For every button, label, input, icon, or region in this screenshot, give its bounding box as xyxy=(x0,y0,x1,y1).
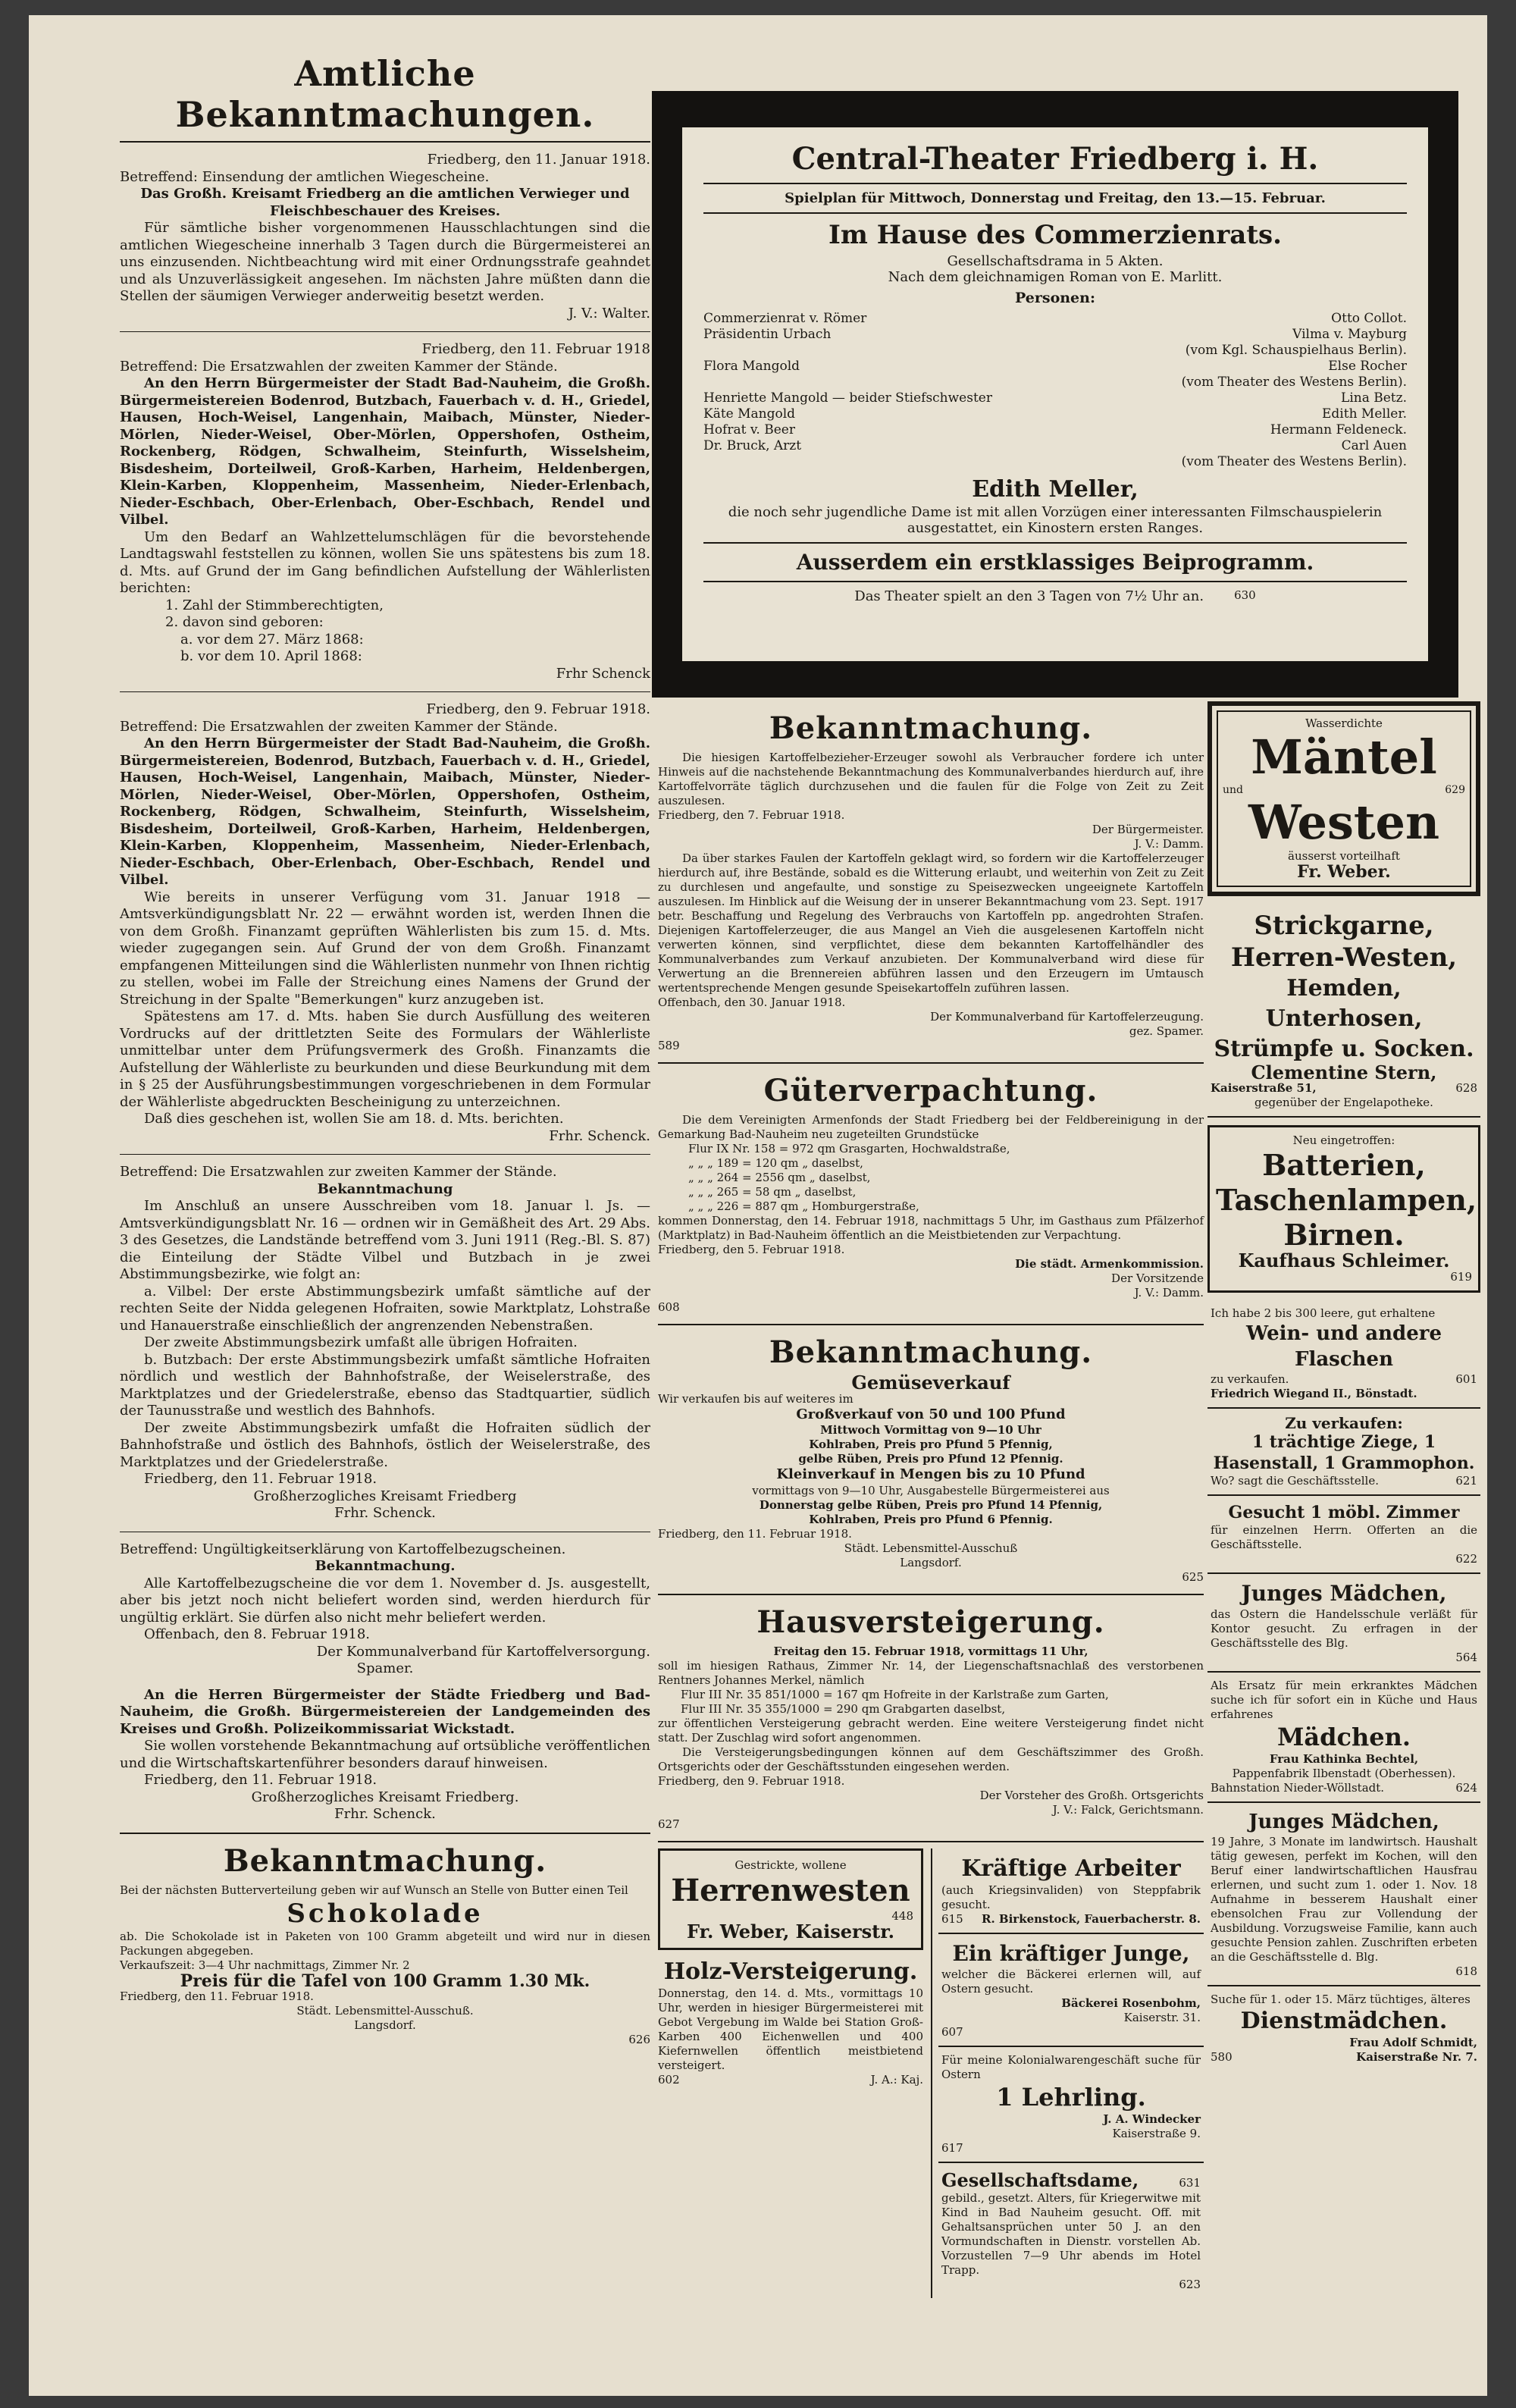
ad-holzversteigerung xyxy=(658,1958,923,2087)
ad-number: 607 xyxy=(941,2024,963,2039)
notice-subject: Betreffend: Die Ersatzwahlen zur zweiten Kammer der Stände. xyxy=(120,1164,557,1180)
column-official-notices xyxy=(120,53,650,2056)
notice-body: Bei der nächsten Butterverteilung geben wir auf Wunsch an Stelle von Butter einen Teil xyxy=(120,1883,628,1897)
cast-row xyxy=(703,454,1407,470)
theater-title: Central-Theater Friedberg i. H. xyxy=(791,141,1319,177)
theater-play-title: Im Hause des Commerzienrats. xyxy=(828,220,1283,250)
ad-body: Für meine Kolonialwarengeschäft suche für Ostern xyxy=(941,2052,1201,2081)
notice-signature: Frhr Schenck xyxy=(556,665,650,682)
middle-bottom-ads xyxy=(658,1848,1204,2298)
notice-body: Der zweite Abstimmungsbezirk umfaßt die Hofraiten südlich der Bahnhofstraße und östlich des Bahnhofs, östlich der Weiselerstraße, des Marktplatzes und der Griedelerstraße. xyxy=(120,1419,650,1470)
ad-headline: Junges Mädchen, xyxy=(1241,1581,1447,1606)
cast-actor: (vom Theater des Westens Berlin). xyxy=(1181,375,1407,390)
notice-abstimmungsbezirke xyxy=(120,1164,650,1522)
ad-row xyxy=(1211,1781,1477,1795)
ad-row xyxy=(1211,1474,1477,1488)
theater-times: Das Theater spielt an den 3 Tagen von 7½ Uhr an. xyxy=(854,588,1204,604)
ad-footer xyxy=(941,1912,1201,1927)
notice-title: Bekanntmachung. xyxy=(223,1842,547,1879)
ad-dienstmaedchen xyxy=(1207,1986,1480,2071)
notice-title: Güterverpachtung. xyxy=(763,1073,1098,1108)
notice-heading: Bekanntmachung xyxy=(317,1180,453,1197)
theater-star: Edith Meller, xyxy=(972,476,1139,503)
notice-body: zur öffentlichen Versteigerung gebracht werden. Eine weitere Versteigerung findet nicht statt. Der Zuschlag wird sofort angenommen. xyxy=(658,1716,1204,1745)
cast-role: Commerzienrat v. Römer xyxy=(703,311,867,326)
notice-issuer: Städt. Lebensmittel-Ausschuß xyxy=(844,1541,1018,1555)
ad-line: äusserst vorteilhaft xyxy=(1288,849,1400,863)
notice-item: 2. davon sind geboren: xyxy=(165,614,324,630)
ad-body: (auch Kriegsinvaliden) von Steppfabrik gesucht. xyxy=(941,1883,1201,1911)
ad-body: Ich habe 2 bis 300 leere, gut erhaltene xyxy=(1211,1306,1436,1320)
ad-headline: Dienstmädchen. xyxy=(1240,2008,1448,2034)
ad-junges-maedchen-1 xyxy=(1207,1574,1480,1673)
notice-line: Kleinverkauf in Mengen bis zu 10 Pfund xyxy=(776,1466,1085,1482)
ad-merchant: R. Birkenstock, Fauerbacherstr. 8. xyxy=(982,1911,1201,1926)
notice-issuer: Städt. Lebensmittel-Ausschuß. xyxy=(296,2004,474,2018)
notice-body: Wie bereits in unserer Verfügung vom 31. Januar 1918 — Amtsverkündigungsblatt Nr. 22 — erwähnt worden ist, werden Ihnen die von dem Großh. Finanzamt geprüften Wählerlisten bis zum 15. d. Mts. wieder zugegangen sein. Auf Grund der von dem Großh. Finanzamt empfangenen Mitteilungen sind die Wählerlisten nunmehr von Ihnen richtig zu stellen, wobei im Falle der Streichung eines Namens der Grund der Streichung in der Spalte "Bemerkungen" kurz anzugeben ist. xyxy=(120,889,650,1008)
ad-gesellschaftsdame xyxy=(938,2163,1204,2298)
theater-schedule: Spielplan für Mittwoch, Donnerstag und Freitag, den 13.—15. Februar. xyxy=(785,190,1326,206)
divider xyxy=(120,1833,650,1834)
notice-signature: J. V.: Walter. xyxy=(568,305,650,321)
notice-body: ab. Die Schokolade ist in Paketen von 100 Gramm abgeteilt und wird nur in diesen Packungen abgegeben. xyxy=(120,1929,650,1958)
cast-role: Flora Mangold xyxy=(703,359,800,374)
ad-herrenwesten xyxy=(658,1848,923,1951)
notice-body: Die Versteigerungsbedingungen können auf dem Geschäftszimmer des Großh. Ortsgerichts oder der Geschäftsstunden eingesehen werden. xyxy=(658,1745,1204,1773)
notice-issuer: Großherzogliches Kreisamt Friedberg xyxy=(253,1488,517,1504)
ad-number: 580 xyxy=(1211,2050,1233,2064)
notice-body: Der zweite Abstimmungsbezirk umfaßt alle übrigen Hofraiten. xyxy=(144,1334,578,1350)
ad-junge xyxy=(938,1934,1204,2047)
notice-body: soll im hiesigen Rathaus, Zimmer Nr. 14, der Liegenschaftsnachlaß des verstorbenen Rentners Johannes Merkel, nämlich xyxy=(658,1658,1204,1687)
cast-row xyxy=(703,327,1407,343)
ad-address: gegenüber der Engelapotheke. xyxy=(1254,1096,1433,1109)
notice-gueterverpachtung xyxy=(658,1073,1204,1315)
column-middle xyxy=(658,701,1204,2298)
ad-number: 623 xyxy=(1179,2277,1201,2291)
notice-issuer: Der Kommunalverband für Kartoffelerzeugung. xyxy=(930,1010,1204,1024)
notice-product: Schokolade xyxy=(287,1898,484,1929)
theater-star-text: die noch sehr jugendliche Dame ist mit allen Vorzügen einer interessanten Filmschauspielerin ausgestattet, ein Kinostern ersten Ranges. xyxy=(728,504,1383,536)
notice-addressee: Das Großh. Kreisamt Friedberg an die amtlichen Verwieger und Fleischbeschauer des Kreises. xyxy=(140,186,630,219)
notice-body: Die hiesigen Kartoffelbezieher-Erzeuger sowohl als Verbraucher fordere ich unter Hinweis auf die nachstehende Bekanntmachung des Kommunalverbandes hierdurch auf, ihre Kartoffelvorräte täglich durchzusehen und die faulen für die Folge von Zeit zu Zeit auszulesen. xyxy=(658,751,1204,807)
parcel-row: Flur IX Nr. 158 = 972 qm Grasgarten, Hochwaldstraße, xyxy=(688,1142,1010,1155)
notice-body: kommen Donnerstag, den 14. Februar 1918, nachmittags 5 Uhr, im Gasthaus zum Pfälzerhof (Marktplatz) in Bad-Nauheim öffentlich an die Meistbietenden zur Verpachtung. xyxy=(658,1214,1204,1242)
cast-row xyxy=(703,390,1407,406)
ad-headline: Hemden, Unterhosen, xyxy=(1265,974,1423,1032)
ad-maentel-inner xyxy=(1217,710,1471,887)
notice-price: Preis für die Tafel von 100 Gramm 1.30 Mk. xyxy=(180,1971,590,1991)
notice-date: Friedberg, den 9. Februar 1918. xyxy=(426,701,650,717)
ad-headline: Strickgarne, xyxy=(1254,910,1434,941)
ad-body: Suche für 1. oder 15. März tüchtiges, älteres xyxy=(1211,1993,1471,2006)
ad-zimmer xyxy=(1207,1496,1480,1574)
notice-date: Friedberg, den 9. Februar 1918. xyxy=(658,1773,845,1788)
ad-headline: Gesucht 1 möbl. Zimmer xyxy=(1228,1503,1460,1522)
cast-row xyxy=(703,406,1407,422)
ad-headline: Batterien, xyxy=(1262,1148,1426,1182)
ad-number: 615 xyxy=(941,1911,963,1926)
ad-junges-maedchen-2 xyxy=(1207,1803,1480,1986)
divider xyxy=(658,1594,1204,1595)
notice-title: Bekanntmachung. xyxy=(769,710,1093,746)
notice-body: Wir verkaufen bis auf weiteres im xyxy=(658,1391,854,1406)
ad-address: Kaiserstraße 9. xyxy=(1112,2126,1201,2140)
ad-body: welcher die Bäckerei erlernen will, auf Ostern gesucht. xyxy=(941,1967,1201,1996)
ad-arbeiter xyxy=(938,1848,1204,1934)
ad-address: Pappenfabrik Ilbenstadt (Oberhessen). xyxy=(1232,1767,1456,1780)
notice-date: Friedberg, den 5. Februar 1918. xyxy=(658,1243,845,1256)
ad-headline: 1 trächtige Ziege, 1 Hasenstall, 1 Grammophon. xyxy=(1213,1432,1475,1473)
notice-date: Friedberg, den 7. Februar 1918. xyxy=(658,808,845,822)
ad-number: 627 xyxy=(658,1817,680,1831)
ad-body: Als Ersatz für mein erkranktes Mädchen suche ich für sofort ein in Küche und Haus erfahrenes xyxy=(1211,1679,1477,1721)
divider xyxy=(703,212,1407,214)
ad-line: und xyxy=(1223,784,1243,796)
theater-novel: Nach dem gleichnamigen Roman von E. Marlitt. xyxy=(888,269,1223,285)
notice-addressee: An den Herrn Bürgermeister der Stadt Bad-Nauheim, die Großh. Bürgermeistereien Bodenrod, Butzbach, Fauerbach v. d. H., Griedel, Hausen, Hoch-Weisel, Langenhain, Maibach, Münster, Nieder-Mörlen, Nieder-Weisel, Ober-Mörlen, Oppershofen, Ostheim, Rockenberg, Rödgen, Schwalheim, Steinfurth, Wisselsheim, Bisdesheim, Dorteilweil, Groß-Karben, Harheim, Heldenbergen, Klein-Karben, Kloppenheim, Massenheim, Nieder-Erlenbach, Nieder-Eschbach, Ober-Erlenbach, Ober-Eschbach, Rendel und Vilbel. xyxy=(120,375,650,528)
notice-subject: Betreffend: Einsendung der amtlichen Wiegescheine. xyxy=(120,168,490,185)
middle-bottom-left xyxy=(658,1848,923,2298)
official-notices-title: Amtliche Bekanntmachungen. xyxy=(175,53,595,135)
cast-role: Präsidentin Urbach xyxy=(703,327,832,342)
notice-kartoffeln xyxy=(658,710,1204,1053)
theater-cast-list xyxy=(703,311,1407,470)
notice-line: Donnerstag gelbe Rüben, Preis pro Pfund 14 Pfennig, xyxy=(759,1497,1103,1512)
ad-address: Kaiserstraße Nr. 7. xyxy=(1356,2050,1477,2064)
notice-item: 1. Zahl der Stimmberechtigten, xyxy=(165,597,384,613)
ad-number: 601 xyxy=(1455,1372,1477,1386)
parcel-row: „ „ „ 226 = 887 qm „ Homburgerstraße, xyxy=(688,1199,919,1213)
notice-issuer: Der Kommunalverband für Kartoffelversorgung. xyxy=(316,1643,650,1660)
notice-body: Verkaufszeit: 3—4 Uhr nachmittags, Zimmer Nr. 2 xyxy=(120,1958,410,1972)
notice-body: Sie wollen vorstehende Bekanntmachung auf ortsübliche veröffentlichen und die Wirtschaftskartenführer besonders darauf hinweisen. xyxy=(120,1738,650,1771)
cast-row xyxy=(703,311,1407,327)
ad-number: 625 xyxy=(1182,1569,1204,1584)
notice-title: Bekanntmachung. xyxy=(769,1334,1093,1370)
notice-signature: Spamer. xyxy=(356,1660,414,1676)
ad-merchant: Clementine Stern, xyxy=(1251,1061,1437,1083)
divider xyxy=(703,542,1407,544)
newspaper-page xyxy=(29,15,1487,2396)
notice-issuer: Der Bürgermeister. xyxy=(1092,823,1204,836)
notice-item: b. vor dem 10. April 1868: xyxy=(180,648,362,664)
ad-body: Wo? sagt die Geschäftsstelle. xyxy=(1211,1474,1380,1488)
ad-address: Kaiserstraße 51, xyxy=(1211,1081,1317,1095)
theater-genre: Gesellschaftsdrama in 5 Akten. xyxy=(947,253,1164,269)
notice-date: Friedberg, den 11. Februar 1918. xyxy=(144,1772,377,1788)
ad-merchant: Frau Adolf Schmidt, xyxy=(1349,2036,1477,2049)
ad-headline: Gesellschaftsdame, xyxy=(941,2168,1139,2191)
ad-number: 448 xyxy=(891,1908,913,1923)
notice-subject: Betreffend: Ungültigkeitserklärung von Kartoffelbezugscheinen. xyxy=(120,1541,566,1557)
ad-body: für einzelnen Herrn. Offerten an die Geschäftsstelle. xyxy=(1211,1523,1477,1551)
ad-number: 618 xyxy=(1455,1964,1477,1978)
ad-lehrling xyxy=(938,2047,1204,2163)
ad-maentel xyxy=(1207,701,1480,896)
ad-number: 602 xyxy=(658,2073,680,2087)
divider xyxy=(658,1324,1204,1325)
notice-signature: Langsdorf. xyxy=(900,1555,962,1569)
ad-merchant: Bäckerei Rosenbohm, xyxy=(1061,1996,1201,2010)
ad-headline: Birnen. xyxy=(1283,1218,1405,1252)
ad-headline: Westen xyxy=(1248,795,1440,850)
notice-heading: Bekanntmachung. xyxy=(315,1558,456,1574)
ad-headline: Wein- und andere Flaschen xyxy=(1246,1322,1442,1371)
ad-number: 629 xyxy=(1445,784,1465,796)
theater-ad-content xyxy=(682,127,1428,661)
ad-headline: Holz-Versteigerung. xyxy=(663,1958,918,1985)
notice-body: Die dem Vereinigten Armenfonds der Stadt Friedberg bei der Feldbereinigung in der Gemarkung Bad-Nauheim neu zugeteilten Grundstücke xyxy=(658,1113,1204,1141)
notice-issuer: Der Vorsteher des Großh. Ortsgerichts xyxy=(979,1788,1204,1802)
ad-flaschen xyxy=(1207,1300,1480,1409)
ad-headline: Mädchen. xyxy=(1276,1723,1411,1751)
notice-line: Freitag den 15. Februar 1918, vormittags 11 Uhr, xyxy=(773,1644,1088,1658)
parcel-row: „ „ „ 264 = 2556 qm „ daselbst, xyxy=(688,1171,871,1184)
ad-line: Neu eingetroffen: xyxy=(1292,1133,1395,1147)
notice-line: vormittags von 9—10 Uhr, Ausgabestelle Bürgermeisterei aus xyxy=(752,1483,1110,1497)
ad-number: 631 xyxy=(1179,2175,1201,2190)
cast-role: Henriette Mangold — beider Stiefschwester xyxy=(703,390,992,406)
ad-number: 624 xyxy=(1455,1781,1477,1795)
cast-role: Käte Mangold xyxy=(703,406,796,422)
notice-schokolade xyxy=(120,1843,650,2048)
ad-number: 628 xyxy=(1455,1081,1477,1095)
notice-line: Kohlraben, Preis pro Pfund 6 Pfennig. xyxy=(809,1512,1053,1526)
ad-header xyxy=(941,2169,1201,2191)
notice-issuer: Die städt. Armenkommission. xyxy=(1015,1257,1204,1271)
notice-date: Friedberg, den 11. Januar 1918. xyxy=(427,152,650,168)
notice-body: Spätestens am 17. d. Mts. haben Sie durch Ausfüllung des weiteren Vordrucks auf der drittletzten Seite des Formulars der Wählerliste unmittelbar unter dem Prüfungsvermerk des Großh. Finanzamts die Aufstellung der Wählerliste zu beurkunden und diese Beurkundung mit dem in § 25 der Ausführungsbestimmungen vorgeschriebenen in dem Formular der Wählerliste abgedruckten Bescheinigung zu unterzeichnen. xyxy=(120,1008,650,1110)
ad-merchant: Fr. Weber, Kaiserstr. xyxy=(686,1920,895,1942)
ad-row xyxy=(1211,1081,1477,1096)
cast-actor: (vom Theater des Westens Berlin). xyxy=(1181,454,1407,469)
notice-signature: Frhr. Schenck. xyxy=(334,1505,436,1521)
notice-ersatzwahlen-1 xyxy=(120,341,650,682)
cast-actor: Otto Collot. xyxy=(1331,311,1407,326)
notice-body: Da über starkes Faulen der Kartoffeln geklagt wird, so fordern wir die Kartoffelerzeuger hierdurch auf, ihre Bestände, sobald es die Witterung erlaubt, und weiterhin von Zeit zu Zeit zu durchlesen und angefaulte, und sonstige zu Speisezwecken ungeeignete Kartoffeln auszulesen. Im Hinblick auf die Weisung der in unserer Bekanntmachung vom 23. Sept. 1917 betr. Beschaffung und Regelung des Verbrauchs von Kartoffeln pp. angedrohten Strafen. Diejenigen Kartoffelerzeuger, die aus Mangel an Vieh die ausgelesenen Kartoffeln nicht verwerten können, sind verpflichtet, diese dem bekannten Kartoffelhändler des Kommunalverbandes zum Verkauf anzubieten. Der Kommunalverband wird diese für Verwertung an die Brennereien abführen lassen und den Erzeugern im Umtausch wertentsprechende Mengen gesunde Speisekartoffeln zuführen lassen. xyxy=(658,851,1204,995)
ad-row xyxy=(1211,1372,1477,1387)
notice-line: Kohlraben, Preis pro Pfund 5 Pfennig, xyxy=(809,1438,1053,1451)
notice-signature: Langsdorf. xyxy=(354,2018,416,2032)
divider xyxy=(658,1841,1204,1842)
cast-actor: Hermann Feldeneck. xyxy=(1270,422,1407,437)
cast-actor: Carl Auen xyxy=(1341,438,1407,453)
ad-number: 608 xyxy=(658,1300,680,1314)
ad-address: Bahnstation Nieder-Wöllstadt. xyxy=(1211,1781,1385,1795)
theater-extra-program: Ausserdem ein erstklassiges Beiprogramm. xyxy=(796,550,1314,575)
ad-heading: Zu verkaufen: xyxy=(1285,1413,1403,1432)
cast-row xyxy=(703,359,1407,375)
ad-number: 622 xyxy=(1455,1552,1477,1566)
middle-bottom-right xyxy=(931,1848,1204,2298)
parcel-row: Flur III Nr. 35 355/1000 = 290 qm Grabgarten daselbst, xyxy=(681,1701,1006,1716)
notice-signature: Frhr. Schenck. xyxy=(549,1127,650,1144)
parcel-row: „ „ „ 189 = 120 qm „ daselbst, xyxy=(688,1156,863,1170)
notice-line: Mittwoch Vormittag von 9—10 Uhr xyxy=(820,1423,1041,1437)
ad-headline: Kräftige Arbeiter xyxy=(961,1855,1181,1882)
notice-addressee: An den Herrn Bürgermeister der Stadt Bad-Nauheim, die Großh. Bürgermeistereien, Bodenrod, Butzbach, Fauerbach v. d. H., Griedel, Hausen, Hoch-Weisel, Langenhain, Maibach, Münster, Nieder-Mörlen, Nieder-Weisel, Ober-Mörlen, Oppershofen, Ostheim, Rockenberg, Rödgen, Schwalheim, Steinfurth, Wisselsheim, Bisdesheim, Dorteilweil, Groß-Karben, Harheim, Heldenbergen, Klein-Karben, Kloppenheim, Massenheim, Nieder-Erlenbach, Nieder-Eschbach, Ober-Erlenbach, Ober-Eschbach, Rendel und Vilbel. xyxy=(120,735,650,888)
ad-row xyxy=(1211,2050,1477,2065)
divider xyxy=(120,331,650,332)
cast-row xyxy=(703,422,1407,438)
divider xyxy=(120,141,650,143)
ad-merchant: Frau Kathinka Bechtel, xyxy=(1269,1752,1419,1766)
notice-body: Für sämtliche bisher vorgenommenen Hausschlachtungen sind die amtlichen Wiegescheine innerhalb 3 Tagen durch die Bürgermeisterei an uns einzusenden. Nichtbeachtung wird mit einer Ordnungsstrafe geahndet und als Unzuverlässigkeit angesehen. Im nächsten Jahre müßten dann die Stellen der säumigen Verwieger anderweitig besetzt werden. xyxy=(120,220,650,304)
cast-row xyxy=(703,375,1407,390)
theater-times-row xyxy=(703,588,1407,604)
ad-number: 617 xyxy=(941,2140,963,2155)
notice-buergermeister xyxy=(120,1687,650,1823)
notice-date: Offenbach, den 8. Februar 1918. xyxy=(144,1626,371,1642)
ad-headline: Junges Mädchen, xyxy=(1248,1811,1439,1833)
ad-merchant: J. A. Windecker xyxy=(1103,2112,1201,2126)
ad-headline: Taschenlampen, xyxy=(1216,1183,1477,1217)
divider xyxy=(658,1062,1204,1064)
notice-title: Hausversteigerung. xyxy=(756,1604,1105,1640)
ad-number: 626 xyxy=(628,2033,650,2046)
parcel-row: „ „ „ 265 = 58 qm „ daselbst, xyxy=(688,1185,857,1199)
notice-body: a. Vilbel: Der erste Abstimmungsbezirk umfaßt sämtliche auf der rechten Seite der Nidda gelegenen Hofraiten, sowie Marktplatz, Lohstraße und Hanauerstraße einschließlich der angrenzenden Nebenstraßen. xyxy=(120,1283,650,1334)
parcel-row: Flur III Nr. 35 851/1000 = 167 qm Hofreite in der Karlstraße zum Garten, xyxy=(681,1687,1109,1701)
ad-body: 19 Jahre, 3 Monate im landwirtsch. Haushalt tätig gewesen, perfekt im Kochen, will den Beruf einer landwirtschaftlichen Hausfrau erlernen, und sucht zum 1. oder 1. Nov. 18 Aufnahme in besserem Haushalt einer ebensolchen Frau zur Vollendung der Ausbildung. Vorzugsweise Familie, kann auch gesuchte Pension zahlen. Zuschriften erbeten an die Geschäftsstelle d. Blg. xyxy=(1211,1835,1477,1964)
ad-batterien xyxy=(1207,1125,1480,1293)
ad-headline: Ein kräftiger Junge, xyxy=(952,1940,1190,1966)
ad-line: Gestrickte, wollene xyxy=(735,1858,847,1872)
ad-number: 619 xyxy=(1450,1269,1472,1284)
divider xyxy=(703,581,1407,582)
divider xyxy=(703,183,1407,184)
notice-date: Friedberg, den 11. Februar 1918. xyxy=(658,1526,852,1541)
ad-body: Donnerstag, den 14. d. Mts., vormittags 10 Uhr, werden in hiesiger Bürgermeisterei mit Gebot Vergebung im Walde bei Station Groß-Karben 400 Eichenwellen und 400 Kiefernwellen öffentlich meistbietend versteigert. xyxy=(658,1986,923,2072)
notice-wiegescheine xyxy=(120,152,650,322)
ad-strickgarne xyxy=(1207,904,1480,1118)
column-right-ads xyxy=(1207,701,1480,2071)
notice-body: Alle Kartoffelbezugscheine die vor dem 1. November d. Js. ausgestellt, aber bis jetzt noch nicht beliefert worden sind, werden hierdurch für ungültig erklärt. Sie dürfen also nicht mehr beliefert werden. xyxy=(120,1575,650,1626)
notice-body: Um den Bedarf an Wahlzettelumschlägen für die bevorstehende Landtagswahl feststellen zu können, wollen Sie uns spätestens bis zum 18. d. Mts. auf Grund der im Gang befindlichen Aufstellung der Wählerlisten berichten: xyxy=(120,528,650,596)
divider xyxy=(120,1154,650,1155)
cast-actor: Lina Betz. xyxy=(1341,390,1407,406)
ad-ziege xyxy=(1207,1409,1480,1497)
notice-signature: Frhr. Schenck. xyxy=(334,1806,436,1822)
ad-footer xyxy=(658,2073,923,2087)
notice-date: Friedberg, den 11. Februar 1918. xyxy=(144,1471,377,1487)
ad-merchant: Fr. Weber. xyxy=(1297,862,1391,882)
notice-body: Im Anschluß an unsere Ausschreiben vom 18. Januar l. Js. — Amtsverkündigungsblatt Nr. 16 — ordnen wir in Gemäßheit des Art. 29 Abs. 3 des Gesetzes, die Landstände betreffend vom 3. Juni 1911 (Reg.-Bl. S. 87) die Einteilung der Städte Vilbel und Butzbach in je zwei Abstimmungsbezirke, wie folgt an: xyxy=(120,1198,650,1282)
ad-headline: 1 Lehrling. xyxy=(996,2082,1146,2112)
ad-merchant: Kaufhaus Schleimer. xyxy=(1238,1249,1450,1271)
ad-headline: Strümpfe u. Socken. xyxy=(1214,1035,1474,1062)
ad-headline: Herren-Westen, xyxy=(1230,942,1458,973)
notice-addressee: An die Herren Bürgermeister der Städte Friedberg und Bad-Nauheim, die Großh. Bürgermeistereien der Landgemeinden des Kreises und Großh. Polizeikommissariat Wickstadt. xyxy=(120,1686,650,1737)
notice-hausversteigerung xyxy=(658,1604,1204,1832)
notice-date: Friedberg, den 11. Februar 1918 xyxy=(421,341,650,357)
central-theater-ad xyxy=(652,91,1458,698)
notice-ersatzwahlen-2 xyxy=(120,701,650,1145)
notice-issuer: Der Vorsitzende xyxy=(1111,1271,1204,1285)
cast-row xyxy=(703,343,1407,359)
notice-date: Friedberg, den 11. Februar 1918. xyxy=(120,1989,314,2003)
notice-subtitle: Gemüseverkauf xyxy=(851,1372,1010,1394)
cast-actor: (vom Kgl. Schauspielhaus Berlin). xyxy=(1185,343,1407,358)
notice-date: Offenbach, den 30. Januar 1918. xyxy=(658,995,846,1009)
ad-merchant: Friedrich Wiegand II., Bönstadt. xyxy=(1211,1386,1417,1400)
cast-actor: Vilma v. Mayburg xyxy=(1292,327,1407,342)
ad-body: gebild., gesetzt. Alters, für Kriegerwitwe mit Kind in Bad Nauheim gesucht. Off. mit Gehaltsansprüchen unter 50 J. an den Vormundschaften in Dienstr. vorstellen Ab. Vorzustellen 7—9 Uhr abends im Hotel Trapp. xyxy=(941,2190,1201,2277)
cast-actor: Edith Meller. xyxy=(1322,406,1407,422)
cast-actor: Else Rocher xyxy=(1328,359,1407,374)
notice-body: Daß dies geschehen ist, wollen Sie am 18. d. Mts. berichten. xyxy=(144,1111,564,1127)
notice-body: b. Butzbach: Der erste Abstimmungsbezirk umfaßt sämtliche Hofraiten nördlich und westlich der Bahnhofstraße, der Weiselerstraße, des Marktplatzes und der Griedelerstraße, ebenso das Stadtquartier, südlich der Taunusstraße und westlich des Bahnhofs. xyxy=(120,1351,650,1419)
notice-signature: J. V.: Damm. xyxy=(1134,1286,1204,1300)
notice-signature: J. V.: Falck, Gerichtsmann. xyxy=(1052,1802,1204,1817)
cast-role: Hofrat v. Beer xyxy=(703,422,795,437)
ad-maedchen xyxy=(1207,1673,1480,1803)
cast-row xyxy=(703,438,1407,454)
ad-number: 630 xyxy=(1234,588,1256,602)
notice-gemueseverkauf xyxy=(658,1334,1204,1585)
notice-item: a. vor dem 27. März 1868: xyxy=(180,631,364,647)
notice-signature: gez. Spamer. xyxy=(1129,1024,1204,1038)
cast-role: Dr. Bruck, Arzt xyxy=(703,438,802,453)
notice-signature: J. V.: Damm. xyxy=(1134,837,1204,851)
theater-persons-heading: Personen: xyxy=(1015,290,1095,306)
notice-line: gelbe Rüben, Preis pro Pfund 12 Pfennig. xyxy=(798,1452,1063,1466)
ad-line: Wasserdichte xyxy=(1305,716,1383,730)
divider xyxy=(120,691,650,692)
ad-headline: Herrenwesten xyxy=(671,1872,910,1908)
ad-signature: J. A.: Kaj. xyxy=(870,2073,923,2087)
notice-line: Großverkauf von 50 und 100 Pfund xyxy=(796,1406,1066,1422)
ad-address: Kaiserstr. 31. xyxy=(1123,2010,1201,2024)
notice-issuer: Großherzogliches Kreisamt Friedberg. xyxy=(251,1789,519,1805)
ad-number: 621 xyxy=(1455,1474,1477,1488)
ad-number: 564 xyxy=(1455,1651,1477,1664)
notice-kartoffelbezugscheine xyxy=(120,1541,650,1678)
notice-subject: Betreffend: Die Ersatzwahlen der zweiten Kammer der Stände. xyxy=(120,718,558,735)
ad-headline: Mäntel xyxy=(1251,729,1437,785)
ad-body: zu verkaufen. xyxy=(1211,1372,1289,1386)
notice-subject: Betreffend: Die Ersatzwahlen der zweiten Kammer der Stände. xyxy=(120,358,558,375)
ad-body: das Ostern die Handelsschule verläßt für Kontor gesucht. Zu erfragen in der Geschäftsstelle des Blg. xyxy=(1211,1607,1477,1650)
ad-number: 589 xyxy=(658,1039,680,1052)
